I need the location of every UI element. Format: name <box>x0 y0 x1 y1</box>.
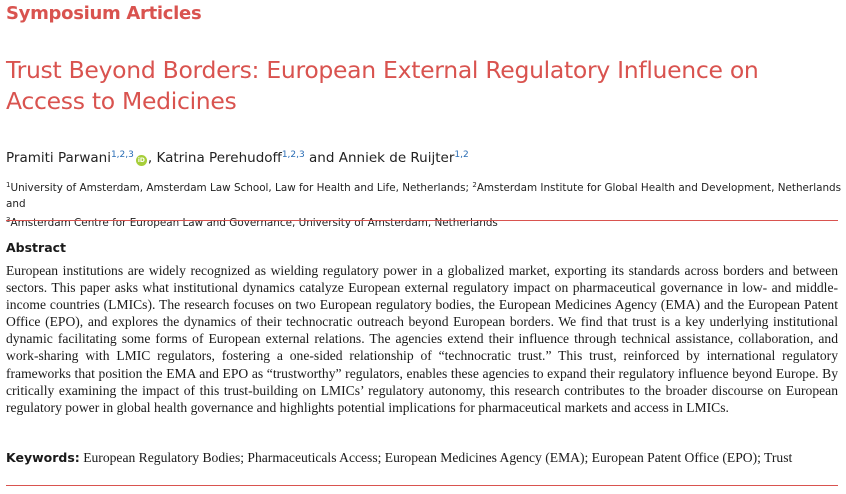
keywords <box>6 450 842 466</box>
author-affiliation-ref[interactable]: 1,2 <box>454 150 469 160</box>
section-label: Symposium Articles <box>6 3 202 24</box>
author-name[interactable]: Pramiti Parwani <box>6 150 111 166</box>
author-affiliation-ref[interactable]: 1,2,3 <box>281 150 305 160</box>
divider-top <box>6 220 838 221</box>
affiliation-text: Amsterdam Institute for Global Health and Development, Netherlands and <box>6 182 842 210</box>
author-list <box>6 150 836 166</box>
orcid-icon[interactable]: iD <box>137 157 145 164</box>
affiliation-text: University of Amsterdam, Amsterdam Law School, Law for Health and Life, Netherlands; <box>10 182 470 194</box>
keywords-label: Keywords: <box>6 450 80 465</box>
article-title: Trust Beyond Borders: European External Regulatory Influence on Access to Medicines <box>6 56 759 115</box>
affiliations <box>6 177 842 231</box>
affiliation-number: 3 <box>6 216 11 224</box>
affiliation-number: 2 <box>472 181 477 189</box>
author-name[interactable]: Katrina Perehudoff <box>156 150 282 166</box>
abstract-heading: Abstract <box>6 240 67 255</box>
affiliation-number: 1 <box>6 181 11 189</box>
author-affiliation-ref[interactable]: 1,2,3 <box>110 150 134 160</box>
abstract-body: European institutions are widely recognized as wielding regulatory power in a globalized market, exporting its standards across borders and between sectors. This paper asks what institutional dynamics catalyze European external regulatory impact on pharmaceutical governance in low- and middle-income countries (LMICs). The research focuses on two European regulatory bodies, the European Medicines Agency (EMA) and the European Patent Office (EPO), and explores the dynamics of their technocratic outreach beyond European borders. We find that trust is a key underlying institutional dynamic facilitating some forms of European external relations. The agencies extend their influence through technical assistance, collaboration, and work-sharing with LMIC regulators, fostering a one-sided relationship of “technocratic trust.” This trust, reinforced by international regulatory frameworks that position the EMA and EPO as “trustworthy” regulators, enables these agencies to expand their regulatory influence beyond Europe. By critically examining the impact of this trust-building on LMICs’ regulatory autonomy, this research contributes to the broader discourse on European regulatory power in global health governance and highlights potential implications for pharmaceutical markets and access in LMICs. <box>6 263 838 415</box>
author-separator: , <box>147 150 153 166</box>
affiliation-text: Amsterdam Centre for European Law and Governance, University of Amsterdam, Netherlands <box>10 217 498 229</box>
author-separator: and <box>309 150 335 166</box>
keywords-text: European Regulatory Bodies; Pharmaceuticals Access; European Medicines Agency (EMA); European Patent Office (EPO); Trust <box>83 450 793 465</box>
divider-bottom <box>6 485 838 486</box>
author-name[interactable]: Anniek de Ruijter <box>338 150 455 166</box>
